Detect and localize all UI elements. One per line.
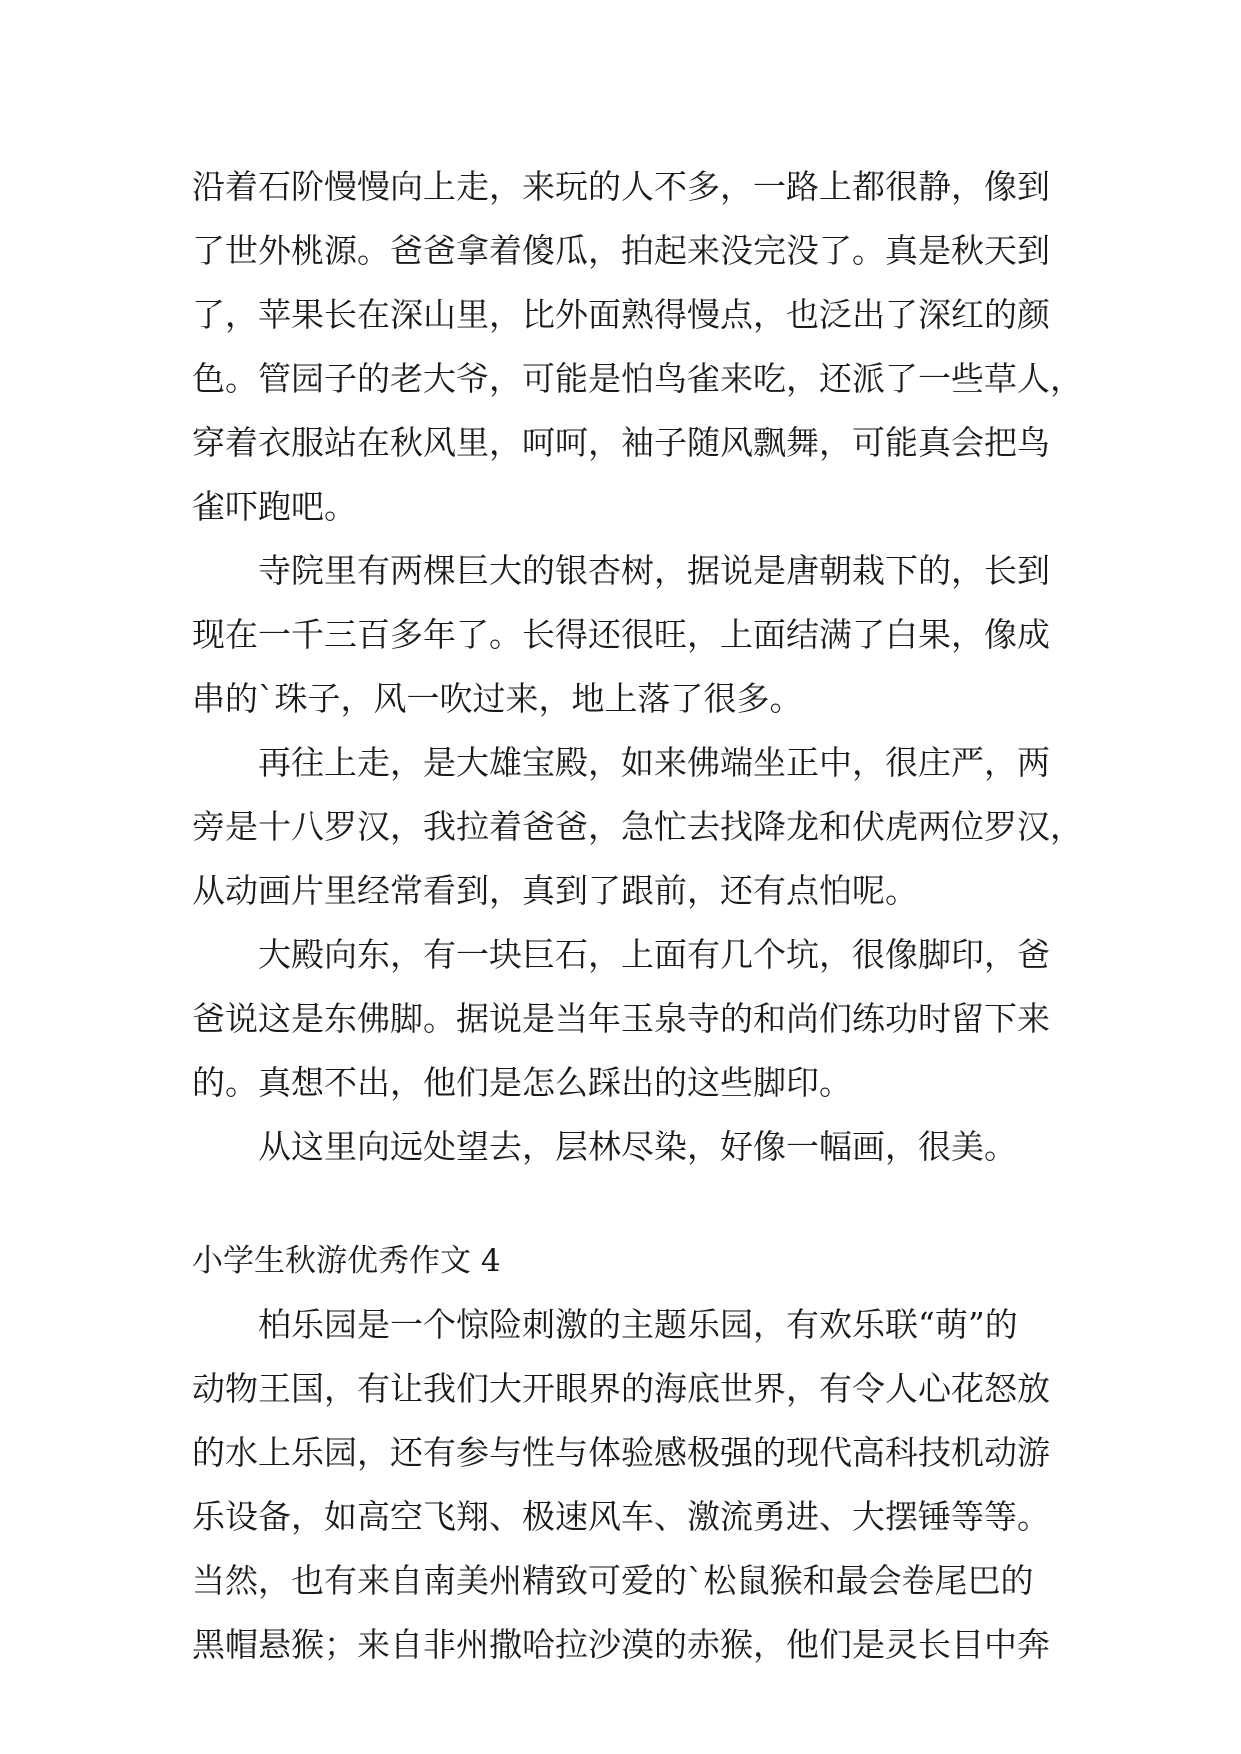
text-line: 再往上走，是大雄宝殿，如来佛端坐正中，很庄严，两: [258, 743, 1050, 782]
text-line: 了，苹果长在深山里，比外面熟得慢点，也泛出了深红的颜: [192, 295, 1050, 334]
text-line: 大殿向东，有一块巨石，上面有几个坑，很像脚印，爸: [258, 935, 1050, 974]
text-line: 爸说这是东佛脚。据说是当年玉泉寺的和尚们练功时留下来: [192, 999, 1050, 1038]
section-heading: 小学生秋游优秀作文 4: [192, 1243, 501, 1279]
text-line: 柏乐园是一个惊险刺激的主题乐园，有欢乐联“萌”的: [258, 1305, 1018, 1344]
paragraph: [192, 731, 1083, 923]
document-body: [192, 155, 1083, 1677]
section-spacer: [192, 1179, 1072, 1229]
text-line: 的。真想不出，他们是怎么踩出的这些脚印。: [192, 1063, 852, 1102]
paragraph: [192, 539, 1072, 731]
text-line: 色。管园子的老大爷，可能是怕鸟雀来吃，还派了一些草人，: [192, 359, 1083, 398]
text-line: 从动画片里经常看到，真到了跟前，还有点怕呢。: [192, 871, 918, 910]
text-line: 了世外桃源。爸爸拿着傻瓜，拍起来没完没了。真是秋天到: [192, 231, 1050, 270]
text-line: 旁是十八罗汉，我拉着爸爸，急忙去找降龙和伏虎两位罗汉，: [192, 807, 1083, 846]
text-line: 的水上乐园，还有参与性与体验感极强的现代高科技机动游: [192, 1433, 1050, 1472]
text-line: 动物王国，有让我们大开眼界的海底世界，有令人心花怒放: [192, 1369, 1050, 1408]
text-line: 沿着石阶慢慢向上走，来玩的人不多，一路上都很静，像到: [192, 167, 1050, 206]
text-line: 寺院里有两棵巨大的银杏树，据说是唐朝栽下的，长到: [258, 551, 1050, 590]
text-line: 当然，也有来自南美州精致可爱的`松鼠猴和最会卷尾巴的: [192, 1561, 1034, 1600]
text-line: 黑帽悬猴；来自非州撒哈拉沙漠的赤猴，他们是灵长目中奔: [192, 1625, 1050, 1664]
text-line: 雀吓跑吧。: [192, 487, 357, 526]
text-line: 串的`珠子，风一吹过来，地上落了很多。: [192, 679, 803, 718]
paragraph: [192, 1115, 1072, 1179]
paragraph: [192, 1293, 1072, 1677]
text-line: 从这里向远处望去，层林尽染，好像一幅画，很美。: [258, 1127, 1017, 1166]
text-line: 现在一千三百多年了。长得还很旺，上面结满了白果，像成: [192, 615, 1050, 654]
paragraph: [192, 155, 1083, 539]
text-line: 穿着衣服站在秋风里，呵呵，袖子随风飘舞，可能真会把鸟: [192, 423, 1050, 462]
text-line: 乐设备，如高空飞翔、极速风车、激流勇进、大摆锤等等。: [192, 1497, 1050, 1536]
paragraph: [192, 923, 1072, 1115]
